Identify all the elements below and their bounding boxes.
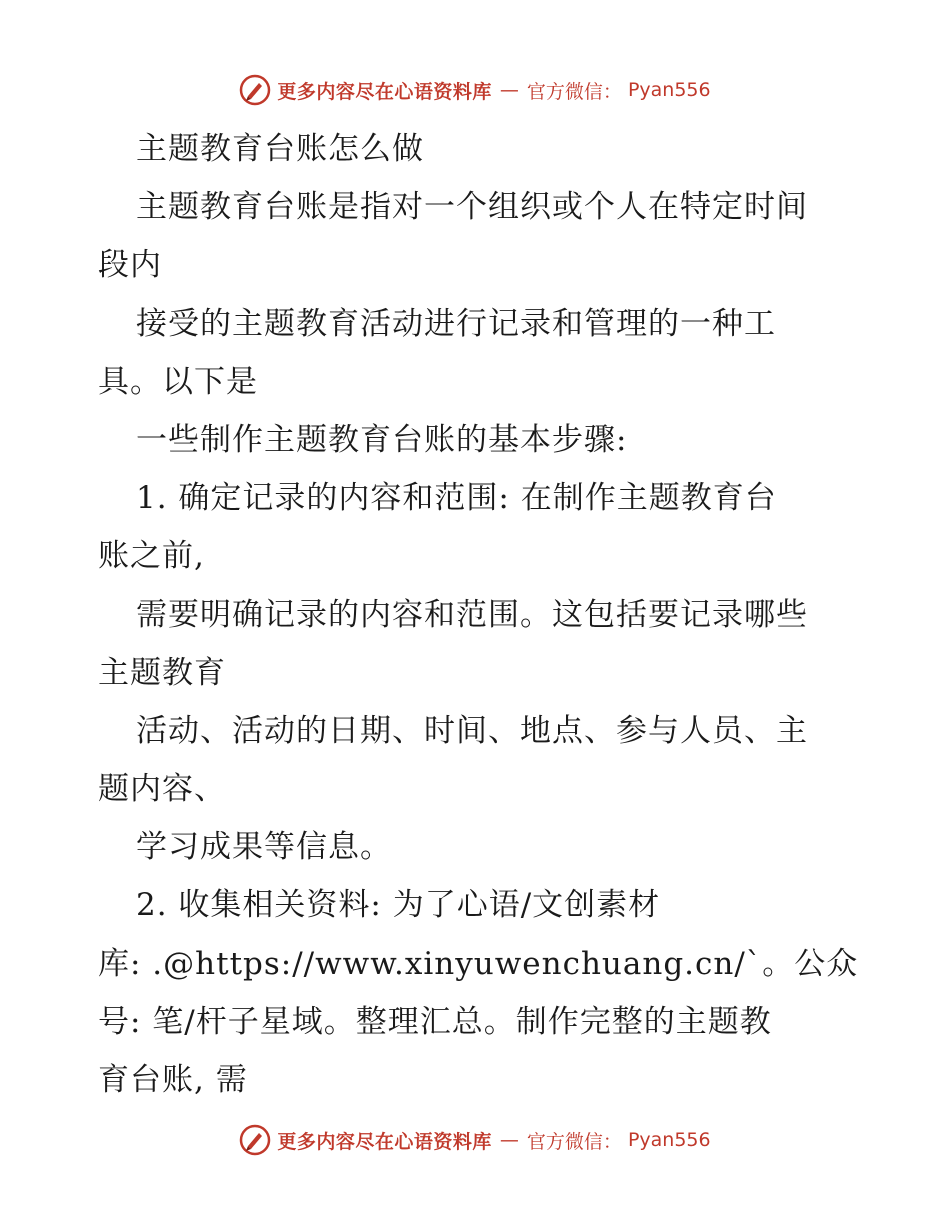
header-dash: — <box>499 79 519 101</box>
pen-logo-icon <box>239 74 271 106</box>
paragraph-line: 账之前, <box>98 538 205 575</box>
footer-dash: — <box>499 1129 519 1151</box>
header-wechat-label: 官方微信： <box>526 80 622 103</box>
paragraph-line: 需要明确记录的内容和范围。这包括要记录哪些 <box>136 596 808 633</box>
paragraph-line: 具。以下是 <box>98 363 258 400</box>
paragraph-line: 1. 确定记录的内容和范围: 在制作主题教育台 <box>136 480 777 517</box>
paragraph-line: 育台账, 需 <box>98 1062 248 1098</box>
footer-wechat-id: Pyan556 <box>627 1129 711 1151</box>
footer-slogan: 更多内容尽在心语资料库 <box>277 1130 492 1153</box>
footer-banner <box>239 1124 710 1156</box>
header-banner <box>239 74 710 106</box>
paragraph-line: 题内容、 <box>98 771 226 808</box>
paragraph-line: 主题教育台账是指对一个组织或个人在特定时间 <box>136 189 808 226</box>
paragraph-line: 主题教育 <box>98 654 226 691</box>
paragraph-line: 学习成果等信息。 <box>136 829 392 866</box>
page-footer <box>0 1120 950 1160</box>
header-slogan: 更多内容尽在心语资料库 <box>277 80 492 103</box>
footer-wechat-label: 官方微信： <box>526 1130 622 1153</box>
paragraph-line: 一些制作主题教育台账的基本步骤: <box>136 421 628 458</box>
header-wechat-id: Pyan556 <box>627 79 711 101</box>
paragraph-line: 活动、活动的日期、时间、地点、参与人员、主 <box>136 712 808 749</box>
paragraph-line: 号: 笔/杆子星域。整理汇总。制作完整的主题教 <box>98 1003 772 1040</box>
paragraph-line: 2. 收集相关资料: 为了心语/文创素材 <box>136 887 661 924</box>
document-title: 主题教育台账怎么做 <box>136 131 424 167</box>
page-header <box>0 70 950 110</box>
paragraph-line: 接受的主题教育活动进行记录和管理的一种工 <box>136 305 776 342</box>
paragraph-line: 段内 <box>98 247 162 284</box>
document-body <box>98 120 858 1109</box>
paragraph-line: 库: .@https://www.xinyuwenchuang.cn/`。公众 <box>98 945 859 982</box>
pen-logo-icon <box>239 1124 271 1156</box>
